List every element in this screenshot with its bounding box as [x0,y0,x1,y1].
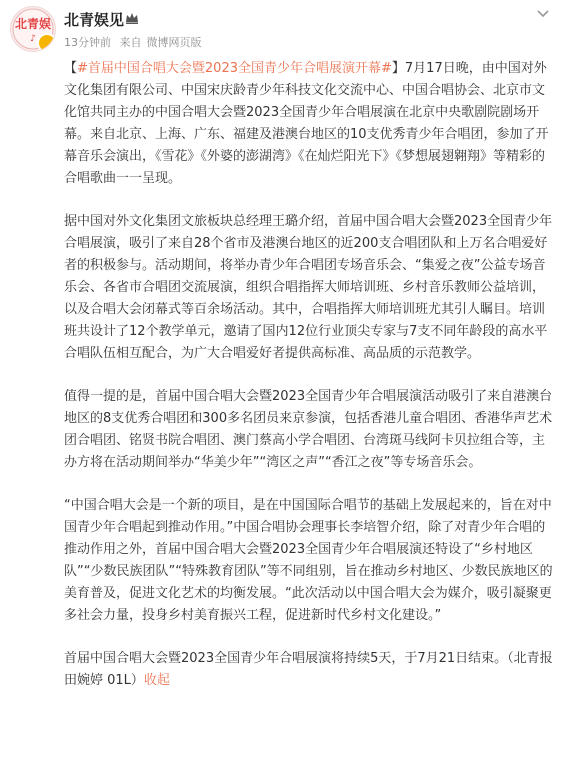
svg-text:♪: ♪ [30,34,36,44]
chevron-down-icon[interactable] [535,6,551,22]
verified-badge-icon [37,33,56,52]
post-meta [64,34,207,50]
bracket-open: 【 [64,61,78,76]
crown-icon [124,10,140,26]
collapse-link[interactable]: 收起 [143,673,170,688]
author-name[interactable]: 北青娱见 [64,11,125,29]
post-header [0,0,569,56]
paragraph-3: 值得一提的是，首届中国合唱大会暨2023全国青少年合唱展演活动吸引了来自港澳台地区的8支优秀合唱团和300多名团员来京参演，包括香港儿童合唱团、香港华声艺术团合唱团、铭贤书院合唱团、澳门蔡高小学合唱团、台湾斑马线阿卡贝拉组合等，主办方将在活动期间举办“华美少年”“湾区之声”“香江之夜”等专场音乐会。 [64,389,553,470]
bracket-close: 】 [391,61,405,76]
paragraph-5-text: 首届中国合唱大会暨2023全国青少年合唱展演将持续5天，于7月21日结束。（北青报 田婉婷 01L） [64,651,553,688]
paragraph-1 [64,58,556,190]
post-time[interactable]: 13分钟前 [64,36,111,49]
paragraph-2: 据中国对外文化集团文旅板块总经理王璐介绍，首届中国合唱大会暨2023全国青少年合唱展演，吸引了来自28个省市及港澳台地区的近200支合唱团队和上万名合唱爱好者的积极参与。活动期间，将举办青少年合唱团专场音乐会、“集爱之夜”公益专场音乐会、各省市合唱团交流展演，组织合唱指挥大师培训班、乡村音乐教师公益培训，以及合唱大会闭幕式等百余场活动。其中，合唱指挥大师培训班尤其引人瞩目。培训班共设计了12个教学单元，邀请了国内12位行业顶尖专家与7支不同年龄段的高水平合唱队伍相互配合，为广大合唱爱好者提供高标准、高品质的示范教学。 [64,214,553,361]
paragraph-4: “中国合唱大会是一个新的项目，是在中国国际合唱节的基础上发展起来的，旨在对中国青少年合唱起到推动作用。”中国合唱协会理事长李培智介绍，除了对青少年合唱的推动作用之外，首届中国合唱大会暨2023全国青少年合唱展演还特设了“乡村地区队”“少数民族团队”“特殊教育团队”等不同组别，旨在推动乡村地区、少数民族地区的美育普及，促进文化艺术的均衡发展。“此次活动以中国合唱大会为媒介，吸引凝聚更多社会力量，投身乡村美育振兴工程，促进新时代乡村文化建设。” [64,498,553,623]
paragraph-1-text: 7月17日晚，由中国对外文化集团有限公司、中国宋庆龄青少年科技文化交流中心、中国合唱协会、北京市文化馆共同主办的中国合唱大会暨2023全国青少年合唱展演在北京中央歌剧院剧场开幕。来自北京、上海、广东、福建及港澳台地区的10支优秀青少年合唱团，参加了开幕音乐会演出，《雪花》《外婆的澎湖湾》《在灿烂阳光下》《梦想展翅翱翔》等精彩的合唱歌曲一一呈现。 [64,61,549,186]
post-content [64,58,556,713]
avatar-text: 北青娱 [14,17,52,31]
paragraph-5 [64,648,556,692]
post-source: 微博网页版 [146,36,202,49]
hashtag-link[interactable]: #首届中国合唱大会暨2023全国青少年合唱展演开幕# [77,61,392,76]
source-prefix: 来自 [119,36,142,49]
avatar[interactable] [10,6,56,52]
